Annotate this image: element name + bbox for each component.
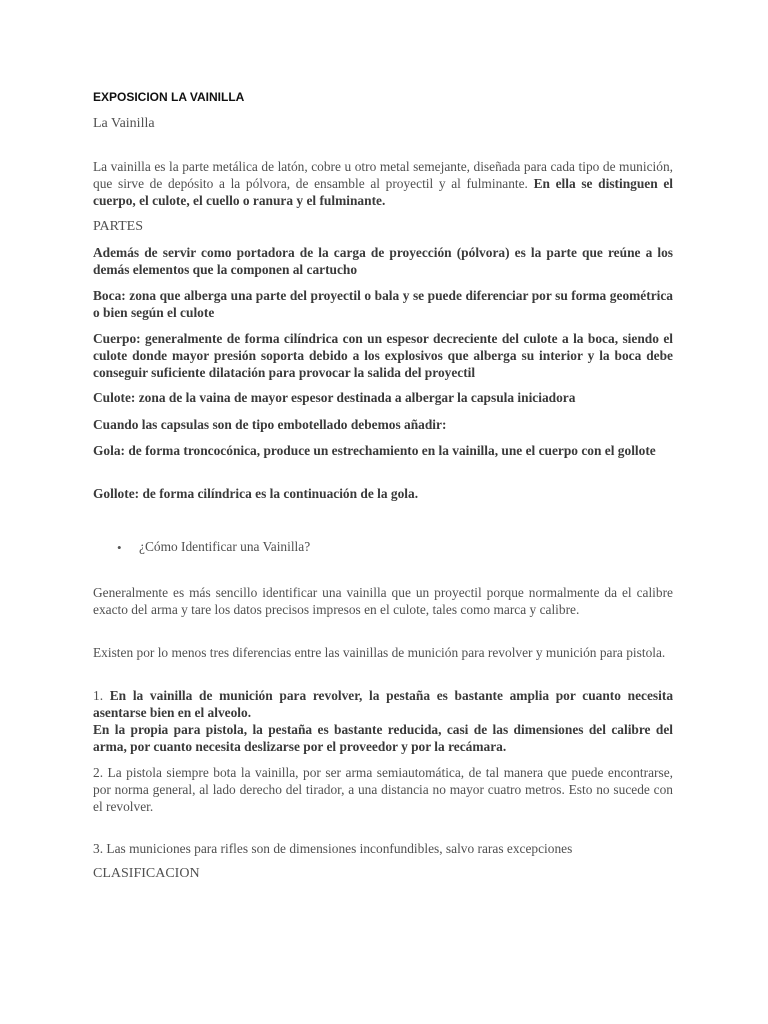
- partes-item: Además de servir como portadora de la carga de proyección (pólvora) es la parte que reúne a los demás elementos que la componen al cartucho: [93, 245, 673, 277]
- bullet-symbol: •: [117, 540, 122, 555]
- clasificacion-heading: CLASIFICACION: [93, 866, 200, 881]
- difference-item-2: 2. La pistola siempre bota la vainilla, por ser arma semiautomática, de tal manera que puede encontrarse, por norma general, al lado derecho del tirador, a una distancia no mayor cuatro metros. Esto no sucede con el revolver.: [93, 765, 673, 814]
- partes-item-boca: Boca: zona que alberga una parte del proyectil o bala y se puede diferenciar por su forma geométrica o bien según el culote: [93, 288, 673, 320]
- intro-paragraph: [93, 158, 673, 209]
- item-1-number: 1.: [93, 688, 110, 703]
- difference-item-3: 3. Las municiones para rifles son de dimensiones inconfundibles, salvo raras excepciones: [93, 841, 573, 856]
- partes-item-culote: Culote: zona de la vaina de mayor espesor destinada a albergar la capsula iniciadora: [93, 390, 576, 405]
- partes-heading: PARTES: [93, 219, 143, 234]
- differences-paragraph: Existen por lo menos tres diferencias entre las vainillas de munición para revolver y munición para pistola.: [93, 645, 666, 660]
- intro-plain-text: La vainilla es la parte metálica de latón, cobre u otro metal semejante, diseñada para cada tipo de munición, que sirve de depósito a la pólvora, de ensamble al proyectil y al fulminante.: [93, 159, 673, 191]
- difference-item-1: [93, 687, 673, 755]
- partes-item-embotellado: Cuando las capsulas son de tipo embotellado debemos añadir:: [93, 417, 447, 432]
- document-subtitle: La Vainilla: [93, 116, 155, 131]
- partes-item-cuerpo: Cuerpo: generalmente de forma cilíndrica con un espesor decreciente del culote a la boca, siendo el culote donde mayor presión soporta debido a los explosivos que alberga su interior y la boca debe conseguir suficiente dilatación para provocar la salida del proyectil: [93, 331, 673, 380]
- identify-paragraph: Generalmente es más sencillo identificar una vainilla que un proyectil porque normalmente da el calibre exacto del arma y tare los datos precisos impresos en el culote, tales como marca y calibre.: [93, 585, 673, 617]
- item-1-pistola-text: En la propia para pistola, la pestaña es bastante reducida, casi de las dimensiones del calibre del arma, por cuanto necesita deslizarse por el proveedor y por la recámara.: [93, 722, 673, 754]
- bullet-item-text: ¿Cómo Identificar una Vainilla?: [139, 539, 311, 554]
- intro-bold-text: En ella se distinguen el cuerpo, el culote, el cuello o ranura y el fulminante.: [93, 176, 674, 208]
- partes-item-gola: Gola: de forma troncocónica, produce un estrechamiento en la vainilla, une el cuerpo con el gollote: [93, 443, 656, 458]
- partes-item-gollote: Gollote: de forma cilíndrica es la continuación de la gola.: [93, 486, 419, 501]
- item-1-revolver-text: En la vainilla de munición para revolver, la pestaña es bastante amplia por cuanto necesita asentarse bien en el alveolo.: [93, 688, 674, 720]
- document-title: EXPOSICION LA VAINILLA: [93, 90, 245, 104]
